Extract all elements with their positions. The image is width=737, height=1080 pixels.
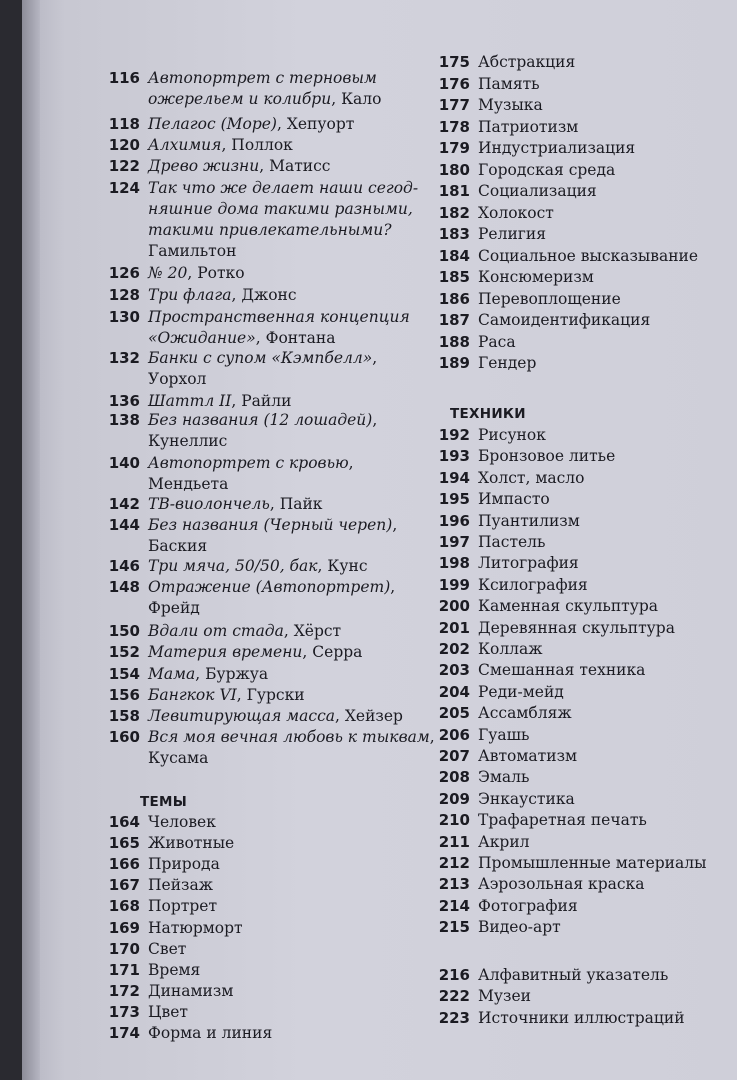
author-line [100, 748, 410, 769]
technique-entry[interactable] [424, 596, 729, 617]
theme-entry[interactable] [424, 267, 729, 288]
page-number: 209 [438, 789, 470, 808]
artwork-title: Автопортрет с кровью [148, 454, 349, 472]
page-number: 192 [438, 426, 470, 444]
entry-label: Видео-арт [478, 918, 561, 937]
page-number: 126 [108, 264, 140, 282]
page-number: 197 [438, 533, 470, 551]
entry-label: Социальное высказывание [478, 246, 699, 265]
page-number: 181 [438, 182, 470, 200]
artist-name: Кусама [148, 749, 209, 767]
contents-entry[interactable] [100, 114, 410, 135]
entry-label: Натюрморт [148, 918, 243, 937]
contents-entry[interactable] [100, 410, 410, 452]
book-spine-shadow [22, 0, 40, 1080]
page-number: 208 [438, 768, 470, 787]
page-number: 213 [438, 875, 470, 894]
separator: , [259, 157, 270, 175]
technique-entry[interactable] [424, 874, 729, 895]
page-number: 189 [438, 354, 470, 372]
artwork-title: Шаттл II [148, 392, 232, 410]
artwork-title: Мама [148, 665, 196, 683]
theme-entry[interactable] [424, 246, 729, 267]
technique-entry[interactable] [424, 532, 729, 553]
separator: , [231, 392, 242, 410]
theme-entry[interactable] [100, 896, 410, 917]
page-number: 140 [108, 454, 140, 472]
page-number: 202 [438, 640, 470, 658]
contents-entry[interactable] [100, 307, 410, 349]
page-number: 216 [438, 966, 470, 984]
theme-entry[interactable] [424, 52, 729, 73]
entry-label: Аэрозольная краска [478, 875, 645, 894]
artwork-title: Левитирующая масса [148, 707, 335, 725]
contents-entry[interactable] [100, 577, 410, 619]
entry-label: Самоидентификация [478, 311, 651, 329]
technique-entry[interactable] [424, 553, 729, 574]
theme-entry[interactable] [100, 812, 410, 833]
page-number: 146 [108, 557, 140, 575]
entry-label: Литография [478, 554, 579, 573]
contents-entry[interactable] [100, 556, 410, 577]
page-number: 156 [108, 686, 140, 704]
artist-name: Гурски [246, 686, 305, 704]
entry-label: Ассамбляж [478, 704, 572, 723]
artwork-title: Древо жизни [148, 157, 260, 175]
artwork-title: Банки с супом «Кэмпбелл» [148, 349, 373, 367]
entry-label: Пуантилизм [478, 511, 580, 530]
artist-name: Кунеллис [148, 432, 228, 450]
entry-label: Динамизм [148, 981, 234, 1000]
entry-label: Индустриализация [478, 139, 636, 157]
separator: , [187, 264, 198, 282]
entry-label: Холокост [478, 203, 554, 222]
theme-entry[interactable] [100, 833, 410, 854]
entry-label: Пейзаж [148, 876, 213, 895]
artwork-title: такими привлекательными? [148, 221, 392, 239]
artwork-title: Вдали от стада [148, 622, 284, 640]
title-continuation [100, 89, 410, 110]
page-number: 167 [108, 876, 140, 895]
page-number: 173 [108, 1002, 140, 1021]
entry-label: Время [148, 960, 201, 979]
artist-name: Пайк [279, 495, 323, 513]
theme-entry[interactable] [424, 289, 729, 310]
artwork-title: Три мяча, 50/50, бак [148, 557, 318, 575]
page-number: 174 [108, 1024, 140, 1042]
entry-label: Рисунок [478, 426, 546, 444]
entry-label: Эмаль [478, 768, 530, 787]
technique-entry[interactable] [424, 682, 729, 703]
separator: , [302, 643, 313, 661]
contents-entry[interactable] [100, 178, 419, 262]
separator: , [390, 578, 396, 596]
page-number: 198 [438, 554, 470, 573]
page-number: 194 [438, 468, 470, 487]
entry-label: Память [478, 74, 540, 93]
entry-label: Консюмеризм [478, 268, 594, 286]
technique-entry[interactable] [424, 789, 729, 810]
entry-label: Холст, масло [478, 468, 585, 487]
author-line [100, 474, 410, 495]
entry-label: Алфавитный указатель [478, 966, 669, 984]
technique-entry[interactable] [424, 810, 729, 831]
page-number: 170 [108, 939, 140, 958]
page-number: 136 [108, 392, 140, 410]
separator: , [195, 665, 206, 683]
page-number: 160 [108, 728, 140, 746]
appendix-entry[interactable] [424, 986, 729, 1007]
page-number: 180 [438, 160, 470, 179]
page-number: 187 [438, 311, 470, 329]
technique-entry[interactable] [424, 511, 729, 532]
entry-label: Акрил [478, 832, 530, 851]
artwork-title: Так что же делает наши сегод- [148, 179, 419, 197]
contents-entry[interactable] [100, 706, 410, 727]
technique-entry[interactable] [424, 832, 729, 853]
author-line [100, 431, 410, 452]
entry-label: Цвет [148, 1002, 188, 1021]
entry-label: Музыка [478, 96, 543, 114]
page-number: 175 [438, 53, 470, 71]
entry-label: Смешанная техника [478, 661, 646, 680]
page-number: 206 [438, 725, 470, 744]
contents-entry[interactable] [100, 727, 435, 769]
artist-name: Баския [148, 537, 208, 555]
artist-name: Хёрст [293, 622, 342, 640]
page-number: 176 [438, 74, 470, 93]
contents-entry[interactable] [100, 494, 410, 515]
page-number: 148 [108, 578, 140, 596]
artwork-title: Автопортрет с терновым [148, 69, 377, 87]
artist-name: Хепуорт [286, 115, 355, 133]
entry-label: Ксилография [478, 575, 588, 594]
artwork-title: ТВ-виолончель [148, 495, 270, 513]
entry-label: Гуашь [478, 725, 530, 744]
separator: , [372, 411, 378, 429]
entry-label: Импасто [478, 490, 550, 509]
page-number: 211 [438, 832, 470, 851]
theme-entry[interactable] [100, 960, 410, 981]
page-number: 201 [438, 618, 470, 637]
author-line [100, 241, 410, 262]
artwork-title: Три флага [148, 286, 232, 304]
entry-label: Бронзовое литье [478, 447, 616, 466]
entry-label: Коллаж [478, 640, 543, 658]
artist-name: Мендьета [148, 475, 229, 493]
page-number: 204 [438, 682, 470, 701]
separator: , [335, 707, 345, 725]
artwork-title: Алхимия [148, 136, 222, 154]
theme-entry[interactable] [424, 332, 729, 353]
artist-name: Гамильтон [148, 242, 237, 260]
entry-label: Энкаустика [478, 789, 575, 808]
page-number: 166 [108, 855, 140, 874]
page-number: 184 [438, 246, 470, 265]
artist-name: Буржуа [205, 665, 269, 683]
page-number: 152 [108, 643, 140, 661]
page-number: 118 [108, 115, 140, 133]
appendix-entry[interactable] [424, 1008, 729, 1029]
artist-name: Ротко [197, 264, 245, 282]
contents-entry[interactable] [100, 156, 410, 177]
separator: , [392, 516, 398, 534]
page-number: 199 [438, 575, 470, 594]
theme-entry[interactable] [424, 353, 729, 374]
entry-label: Музеи [478, 987, 531, 1005]
entry-label: Портрет [148, 897, 218, 916]
entry-label: Свет [148, 939, 187, 958]
artwork-title: Бангкок VI [148, 686, 237, 704]
entry-label: Раса [478, 332, 516, 351]
artwork-title: Без названия (Черный череп) [148, 516, 393, 534]
page-number: 183 [438, 225, 470, 243]
artist-name: Серра [312, 643, 363, 661]
entry-label: Городская среда [478, 160, 616, 179]
separator: , [283, 622, 294, 640]
artwork-title: «Ожидание» [148, 329, 256, 347]
technique-entry[interactable] [424, 725, 729, 746]
separator: , [429, 728, 435, 746]
technique-entry[interactable] [424, 425, 729, 446]
technique-entry[interactable] [424, 618, 729, 639]
entry-label: Автоматизм [478, 747, 578, 765]
page-number: 210 [438, 811, 470, 830]
theme-entry[interactable] [100, 939, 410, 960]
theme-entry[interactable] [424, 74, 729, 95]
theme-entry[interactable] [100, 875, 410, 896]
page-number: 150 [108, 622, 140, 640]
page-number: 205 [438, 704, 470, 723]
artist-name: Фрейд [148, 599, 200, 617]
page-number: 124 [108, 179, 140, 197]
technique-entry[interactable] [424, 853, 729, 874]
artist-name: Матисс [269, 157, 331, 175]
entry-label: Патриотизм [478, 117, 579, 136]
entry-label: Деревянная скульптура [478, 618, 675, 637]
appendix-entry[interactable] [424, 965, 729, 986]
separator: , [236, 686, 247, 704]
separator: , [331, 90, 342, 108]
artist-name: Хейзер [344, 707, 403, 725]
page-number: 182 [438, 203, 470, 222]
page-number: 188 [438, 332, 470, 351]
entry-label: Фотография [478, 896, 578, 915]
theme-entry[interactable] [424, 160, 729, 181]
contents-entry[interactable] [100, 685, 410, 706]
page-number: 196 [438, 511, 470, 530]
page-number: 116 [108, 69, 140, 87]
artwork-title: Без названия (12 лошадей) [148, 411, 373, 429]
theme-entry[interactable] [100, 918, 410, 939]
entry-label: Источники иллюстраций [478, 1009, 685, 1027]
artwork-title: Материя времени [148, 643, 303, 661]
section-heading-techniques: ТЕХНИКИ [450, 406, 526, 422]
separator: , [255, 329, 266, 347]
theme-entry[interactable] [424, 95, 729, 116]
contents-entry[interactable] [100, 664, 410, 685]
page-number: 138 [108, 411, 140, 429]
section-heading-themes: ТЕМЫ [140, 794, 188, 810]
title-continuation [100, 328, 410, 349]
entry-label: Гендер [478, 354, 537, 372]
entry-label: Абстракция [478, 53, 576, 71]
artwork-title: няшние дома такими разными, [148, 200, 413, 218]
author-line [100, 536, 410, 557]
artwork-title: Отражение (Автопортрет) [148, 578, 391, 596]
separator: , [269, 495, 280, 513]
page-number: 212 [438, 854, 470, 872]
entry-label: Перевоплощение [478, 289, 621, 308]
entry-label: Пастель [478, 533, 546, 551]
page-number: 193 [438, 447, 470, 466]
theme-entry[interactable] [424, 224, 729, 245]
artwork-title: Пространственная концепция [148, 308, 410, 326]
theme-entry[interactable] [100, 854, 410, 875]
artist-name: Райли [241, 392, 292, 410]
page-number: 128 [108, 286, 140, 304]
page-number: 168 [108, 897, 140, 916]
author-line [100, 369, 410, 390]
artist-name: Фонтана [265, 329, 336, 347]
contents-entry[interactable] [100, 348, 410, 390]
artist-name: Джонс [241, 286, 297, 304]
theme-entry[interactable] [424, 138, 729, 159]
theme-entry[interactable] [100, 981, 410, 1002]
entry-label: Промышленные материалы [478, 854, 707, 872]
page-number: 142 [108, 495, 140, 513]
page-number: 172 [108, 981, 140, 1000]
page-number: 215 [438, 918, 470, 937]
artwork-title: № 20 [148, 264, 188, 282]
entry-label: Природа [148, 855, 220, 874]
page-number: 179 [438, 139, 470, 157]
entry-label: Форма и линия [148, 1024, 273, 1042]
artist-name: Поллок [231, 136, 293, 154]
contents-entry[interactable] [100, 642, 410, 663]
theme-entry[interactable] [424, 181, 729, 202]
technique-entry[interactable] [424, 660, 729, 681]
page-number: 177 [438, 96, 470, 114]
page-number: 144 [108, 516, 140, 534]
entry-label: Животные [148, 834, 235, 853]
page-number: 171 [108, 960, 140, 979]
artist-name: Кунс [327, 557, 368, 575]
page-number: 165 [108, 834, 140, 853]
contents-entry[interactable] [100, 263, 410, 284]
page-number: 185 [438, 268, 470, 286]
page-number: 178 [438, 117, 470, 136]
technique-entry[interactable] [424, 639, 729, 660]
page-number: 203 [438, 661, 470, 680]
contents-entry[interactable] [100, 68, 410, 110]
page-number: 122 [108, 157, 140, 175]
contents-entry[interactable] [100, 621, 410, 642]
contents-entry[interactable] [100, 391, 410, 412]
page-number: 195 [438, 490, 470, 509]
technique-entry[interactable] [424, 896, 729, 917]
entry-label: Реди-мейд [478, 682, 564, 701]
page-number: 120 [108, 136, 140, 154]
entry-label: Трафаретная печать [478, 811, 647, 830]
page-number: 200 [438, 597, 470, 616]
entry-label: Человек [148, 813, 216, 831]
page-number: 186 [438, 289, 470, 308]
technique-entry[interactable] [424, 489, 729, 510]
title-continuation [100, 199, 413, 220]
page-number: 214 [438, 896, 470, 915]
page-number: 154 [108, 665, 140, 683]
technique-entry[interactable] [424, 917, 729, 938]
separator: , [231, 286, 242, 304]
separator: , [276, 115, 287, 133]
technique-entry[interactable] [424, 767, 729, 788]
contents-entry[interactable] [100, 135, 410, 156]
page-number: 169 [108, 918, 140, 937]
entry-label: Социализация [478, 182, 597, 200]
separator: , [317, 557, 328, 575]
page-number: 164 [108, 813, 140, 831]
separator: , [348, 454, 354, 472]
technique-entry[interactable] [424, 446, 729, 467]
contents-entry[interactable] [100, 285, 410, 306]
page-number: 207 [438, 747, 470, 765]
page-number: 158 [108, 707, 140, 725]
title-continuation [100, 220, 410, 241]
technique-entry[interactable] [424, 468, 729, 489]
page-number: 132 [108, 349, 140, 367]
separator: , [221, 136, 232, 154]
page-number: 222 [438, 987, 470, 1005]
separator: , [372, 349, 378, 367]
technique-entry[interactable] [424, 703, 729, 724]
author-line [100, 598, 410, 619]
theme-entry[interactable] [424, 310, 729, 331]
page-number: 223 [438, 1009, 470, 1027]
theme-entry[interactable] [100, 1023, 410, 1044]
book-page [22, 0, 737, 1080]
entry-label: Каменная скульптура [478, 597, 659, 616]
technique-entry[interactable] [424, 746, 729, 767]
theme-entry[interactable] [100, 1002, 410, 1023]
artwork-title: Вся моя вечная любовь к тыквам [148, 728, 430, 746]
artwork-title: Пелагос (Море) [148, 115, 277, 133]
artist-name: Кало [341, 90, 382, 108]
theme-entry[interactable] [424, 203, 729, 224]
contents-entry[interactable] [100, 515, 410, 557]
technique-entry[interactable] [424, 575, 729, 596]
artist-name: Уорхол [148, 370, 207, 388]
theme-entry[interactable] [424, 117, 729, 138]
artwork-title: ожерельем и колибри [148, 90, 332, 108]
contents-entry[interactable] [100, 453, 410, 495]
page-number: 130 [108, 308, 140, 326]
entry-label: Религия [478, 225, 547, 243]
